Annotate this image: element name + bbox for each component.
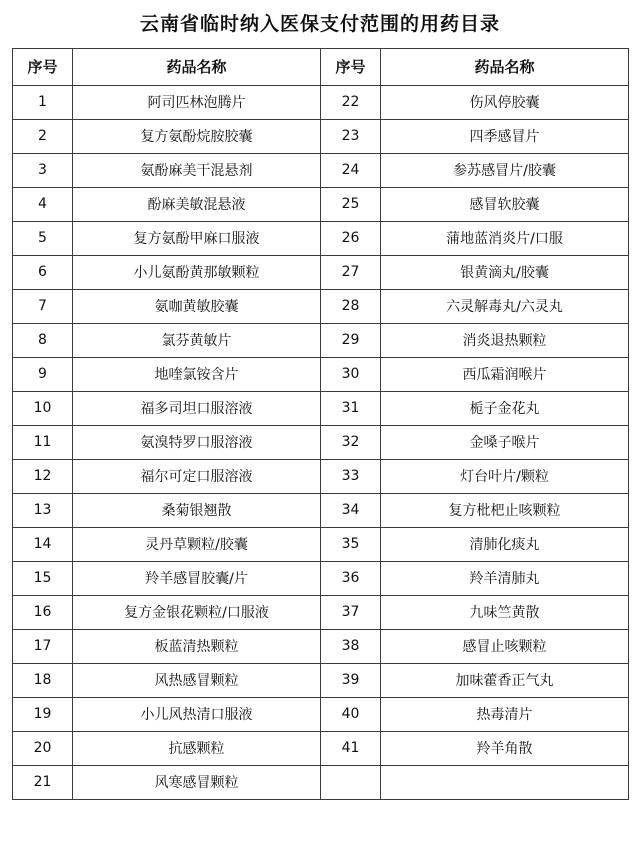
cell-name-left: 灵丹草颗粒/胶囊 <box>73 527 321 561</box>
cell-index-right <box>321 765 381 799</box>
cell-index-left: 7 <box>13 289 73 323</box>
cell-index-left: 1 <box>13 85 73 119</box>
cell-index-left: 20 <box>13 731 73 765</box>
cell-name-right: 清肺化痰丸 <box>381 527 629 561</box>
cell-index-left: 15 <box>13 561 73 595</box>
cell-name-left: 地喹氯铵含片 <box>73 357 321 391</box>
table-row <box>13 255 629 289</box>
cell-index-right: 40 <box>321 697 381 731</box>
table-row <box>13 629 629 663</box>
cell-index-left: 17 <box>13 629 73 663</box>
cell-index-right: 32 <box>321 425 381 459</box>
table-row <box>13 493 629 527</box>
cell-name-left: 氨酚麻美干混悬剂 <box>73 153 321 187</box>
cell-index-left: 11 <box>13 425 73 459</box>
cell-name-right: 六灵解毒丸/六灵丸 <box>381 289 629 323</box>
cell-index-right: 39 <box>321 663 381 697</box>
table-row <box>13 527 629 561</box>
cell-index-left: 2 <box>13 119 73 153</box>
cell-index-left: 5 <box>13 221 73 255</box>
cell-index-left: 12 <box>13 459 73 493</box>
cell-name-right: 参苏感冒片/胶囊 <box>381 153 629 187</box>
cell-index-left: 6 <box>13 255 73 289</box>
cell-name-right: 消炎退热颗粒 <box>381 323 629 357</box>
table-row <box>13 425 629 459</box>
cell-name-left: 福尔可定口服溶液 <box>73 459 321 493</box>
cell-name-left: 桑菊银翘散 <box>73 493 321 527</box>
cell-name-right: 羚羊角散 <box>381 731 629 765</box>
table-body <box>13 85 629 799</box>
cell-name-right: 感冒软胶囊 <box>381 187 629 221</box>
table-row <box>13 289 629 323</box>
cell-index-right: 36 <box>321 561 381 595</box>
table-row <box>13 323 629 357</box>
cell-name-right: 复方枇杷止咳颗粒 <box>381 493 629 527</box>
cell-name-right <box>381 765 629 799</box>
cell-index-left: 8 <box>13 323 73 357</box>
cell-name-left: 酚麻美敏混悬液 <box>73 187 321 221</box>
cell-index-right: 41 <box>321 731 381 765</box>
cell-name-right: 金嗓子喉片 <box>381 425 629 459</box>
table-header <box>13 48 629 85</box>
cell-name-left: 氯芬黄敏片 <box>73 323 321 357</box>
cell-index-right: 23 <box>321 119 381 153</box>
table-row <box>13 221 629 255</box>
table-row <box>13 391 629 425</box>
cell-name-right: 蒲地蓝消炎片/口服 <box>381 221 629 255</box>
cell-index-left: 14 <box>13 527 73 561</box>
cell-index-left: 19 <box>13 697 73 731</box>
cell-name-left: 复方氨酚烷胺胶囊 <box>73 119 321 153</box>
cell-name-left: 板蓝清热颗粒 <box>73 629 321 663</box>
cell-name-left: 小儿氨酚黄那敏颗粒 <box>73 255 321 289</box>
cell-name-right: 栀子金花丸 <box>381 391 629 425</box>
cell-index-left: 3 <box>13 153 73 187</box>
cell-name-left: 羚羊感冒胶囊/片 <box>73 561 321 595</box>
column-header-index-left: 序号 <box>13 48 73 85</box>
cell-name-left: 小儿风热清口服液 <box>73 697 321 731</box>
table-header-row <box>13 48 629 85</box>
cell-name-right: 加味藿香正气丸 <box>381 663 629 697</box>
cell-name-left: 氨咖黄敏胶囊 <box>73 289 321 323</box>
cell-name-right: 银黄滴丸/胶囊 <box>381 255 629 289</box>
cell-index-left: 4 <box>13 187 73 221</box>
cell-index-right: 22 <box>321 85 381 119</box>
cell-name-right: 羚羊清肺丸 <box>381 561 629 595</box>
cell-name-right: 九味竺黄散 <box>381 595 629 629</box>
cell-index-left: 10 <box>13 391 73 425</box>
cell-index-left: 13 <box>13 493 73 527</box>
table-row <box>13 187 629 221</box>
cell-name-right: 伤风停胶囊 <box>381 85 629 119</box>
table-row <box>13 663 629 697</box>
column-header-name-left: 药品名称 <box>73 48 321 85</box>
table-row <box>13 119 629 153</box>
cell-name-left: 氨溴特罗口服溶液 <box>73 425 321 459</box>
cell-index-right: 38 <box>321 629 381 663</box>
cell-index-right: 35 <box>321 527 381 561</box>
table-row <box>13 595 629 629</box>
cell-index-left: 9 <box>13 357 73 391</box>
cell-index-left: 18 <box>13 663 73 697</box>
cell-name-left: 风热感冒颗粒 <box>73 663 321 697</box>
column-header-index-right: 序号 <box>321 48 381 85</box>
column-header-name-right: 药品名称 <box>381 48 629 85</box>
cell-name-left: 抗感颗粒 <box>73 731 321 765</box>
cell-name-left: 复方金银花颗粒/口服液 <box>73 595 321 629</box>
cell-index-right: 31 <box>321 391 381 425</box>
drug-catalog-table <box>12 48 629 800</box>
table-row <box>13 731 629 765</box>
cell-index-right: 28 <box>321 289 381 323</box>
cell-name-right: 热毒清片 <box>381 697 629 731</box>
cell-name-left: 福多司坦口服溶液 <box>73 391 321 425</box>
cell-index-right: 33 <box>321 459 381 493</box>
cell-index-right: 27 <box>321 255 381 289</box>
cell-index-right: 25 <box>321 187 381 221</box>
cell-index-left: 16 <box>13 595 73 629</box>
cell-name-right: 西瓜霜润喉片 <box>381 357 629 391</box>
table-row <box>13 561 629 595</box>
cell-name-right: 四季感冒片 <box>381 119 629 153</box>
cell-name-left: 复方氨酚甲麻口服液 <box>73 221 321 255</box>
table-row <box>13 459 629 493</box>
table-row <box>13 765 629 799</box>
cell-index-right: 26 <box>321 221 381 255</box>
cell-name-right: 感冒止咳颗粒 <box>381 629 629 663</box>
cell-index-right: 37 <box>321 595 381 629</box>
cell-name-left: 阿司匹林泡腾片 <box>73 85 321 119</box>
table-row <box>13 357 629 391</box>
cell-index-right: 29 <box>321 323 381 357</box>
table-row <box>13 697 629 731</box>
cell-index-right: 24 <box>321 153 381 187</box>
cell-name-right: 灯台叶片/颗粒 <box>381 459 629 493</box>
page-title: 云南省临时纳入医保支付范围的用药目录 <box>139 13 500 35</box>
cell-index-left: 21 <box>13 765 73 799</box>
cell-index-right: 34 <box>321 493 381 527</box>
table-row <box>13 153 629 187</box>
cell-index-right: 30 <box>321 357 381 391</box>
table-row <box>13 85 629 119</box>
cell-name-left: 风寒感冒颗粒 <box>73 765 321 799</box>
